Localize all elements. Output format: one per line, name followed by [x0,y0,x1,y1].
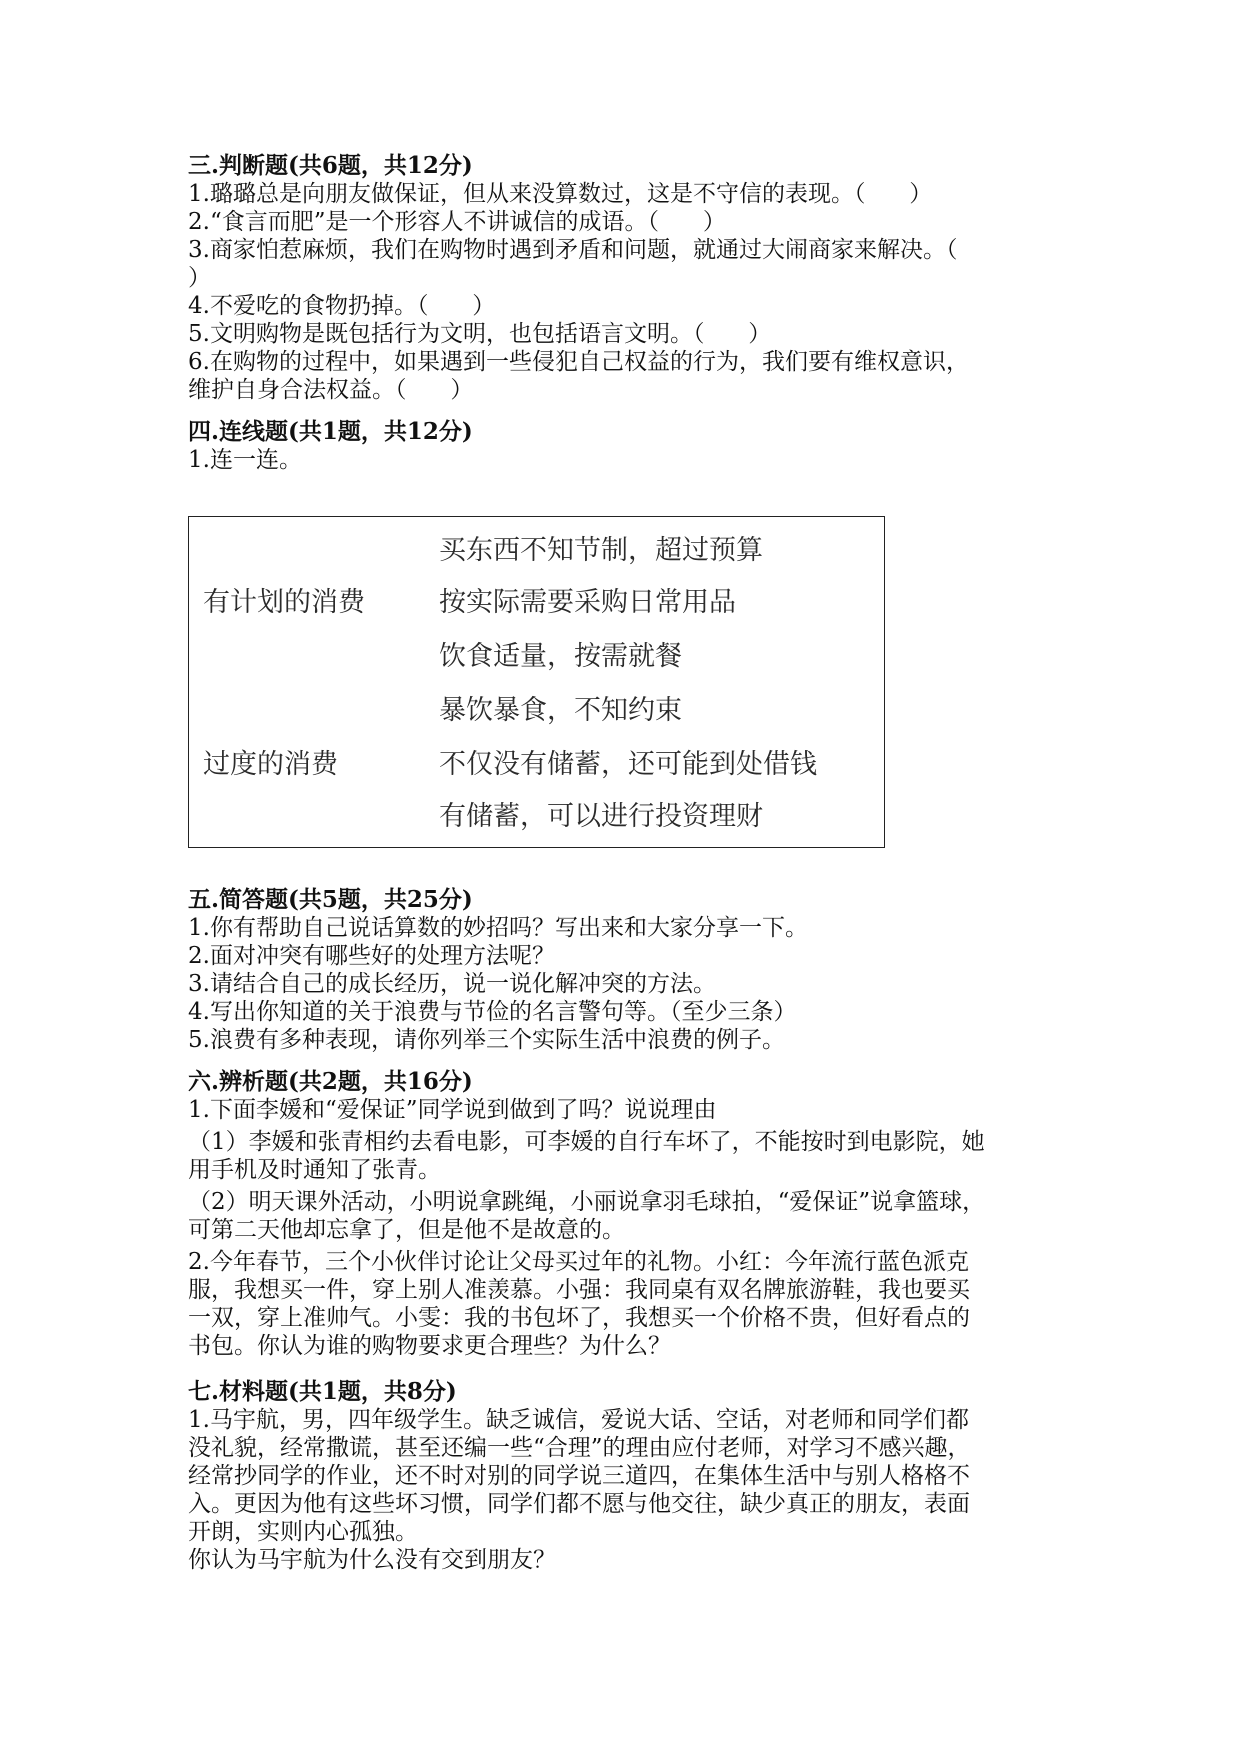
match-right-item[interactable]: 按实际需要采购日常用品 [439,587,736,618]
match-left-item[interactable]: 过度的消费 [203,749,338,780]
question-line: 一双，穿上准帅气。小雯：我的书包坏了，我想买一个价格不贵，但好看点的 [188,1305,970,1331]
question-line: 维护自身合法权益。（ ） [188,377,474,403]
question-line: 5.浪费有多种表现，请你列举三个实际生活中浪费的例子。 [188,1027,785,1053]
matching-box [188,516,885,848]
section-heading: 三.判断题(共6题，共12分) [188,152,473,179]
section-short-answer [188,886,1088,1054]
section-judgment [188,152,1088,404]
question-line: 4.写出你知道的关于浪费与节俭的名言警句等。（至少三条） [188,999,797,1025]
question-line: 没礼貌，经常撒谎，甚至还编一些“合理”的理由应付老师，对学习不感兴趣， [188,1435,971,1461]
question-line: 4.不爱吃的食物扔掉。（ ） [188,293,496,319]
question-line: 1.璐璐总是向朋友做保证，但从来没算数过，这是不守信的表现。（ ） [188,181,933,207]
section-material [188,1378,1088,1574]
question-line: （1）李媛和张青相约去看电影，可李媛的自行车坏了，不能按时到电影院，她 [188,1129,985,1155]
section-heading: 七.材料题(共1题，共8分) [188,1378,457,1405]
question-line: （2）明天课外活动，小明说拿跳绳，小丽说拿羽毛球拍，“爱保证”说拿篮球， [188,1189,986,1215]
question-line: 1.下面李媛和“爱保证”同学说到做到了吗？说说理由 [188,1097,717,1123]
section-heading: 六.辨析题(共2题，共16分) [188,1068,473,1095]
section-heading: 四.连线题(共1题，共12分) [188,418,473,445]
question-line: 6.在购物的过程中，如果遇到一些侵犯自己权益的行为，我们要有维权意识， [188,349,969,375]
section-heading: 五.简答题(共5题，共25分) [188,886,473,913]
question-line: 3.请结合自己的成长经历，说一说化解冲突的方法。 [188,971,716,997]
question-line: 用手机及时通知了张青。 [188,1157,441,1183]
match-right-item[interactable]: 暴饮暴食，不知约束 [439,695,682,726]
question-line: 5.文明购物是既包括行为文明，也包括语言文明。（ ） [188,321,772,347]
question-line: ） [188,265,211,291]
question-line: 入。更因为他有这些坏习惯，同学们都不愿与他交往，缺少真正的朋友，表面 [188,1491,970,1517]
match-right-item[interactable]: 买东西不知节制，超过预算 [439,535,763,566]
question-line: 可第二天他却忘拿了，但是他不是故意的。 [188,1217,625,1243]
question-line: 经常抄同学的作业，还不时对别的同学说三道四，在集体生活中与别人格格不 [188,1463,970,1489]
question-line: 1.连一连。 [188,447,302,473]
question-line: 2.今年春节，三个小伙伴讨论让父母买过年的礼物。小红：今年流行蓝色派克 [188,1249,969,1275]
match-left-item[interactable]: 有计划的消费 [203,587,365,618]
question-line: 2.面对冲突有哪些好的处理方法呢？ [188,943,555,969]
question-line: 开朗，实则内心孤独。 [188,1519,418,1545]
match-right-item[interactable]: 有储蓄，可以进行投资理财 [439,801,763,832]
question-line: 1.马宇航，男，四年级学生。缺乏诚信，爱说大话、空话，对老师和同学们都 [188,1407,969,1433]
match-right-item[interactable]: 不仅没有储蓄，还可能到处借钱 [439,749,817,780]
question-line: 你认为马宇航为什么没有交到朋友？ [188,1547,556,1573]
section-analysis [188,1068,1088,1360]
question-line: 2.“食言而肥”是一个形容人不讲诚信的成语。（ ） [188,209,726,235]
question-line: 书包。你认为谁的购物要求更合理些？为什么？ [188,1333,671,1359]
match-right-item[interactable]: 饮食适量，按需就餐 [439,641,682,672]
section-matching [188,418,1088,474]
question-line: 1.你有帮助自己说话算数的妙招吗？写出来和大家分享一下。 [188,915,808,941]
question-line: 3.商家怕惹麻烦，我们在购物时遇到矛盾和问题，就通过大闹商家来解决。（ [188,237,958,263]
question-line: 服，我想买一件，穿上别人准羡慕。小强：我同桌有双名牌旅游鞋，我也要买 [188,1277,970,1303]
